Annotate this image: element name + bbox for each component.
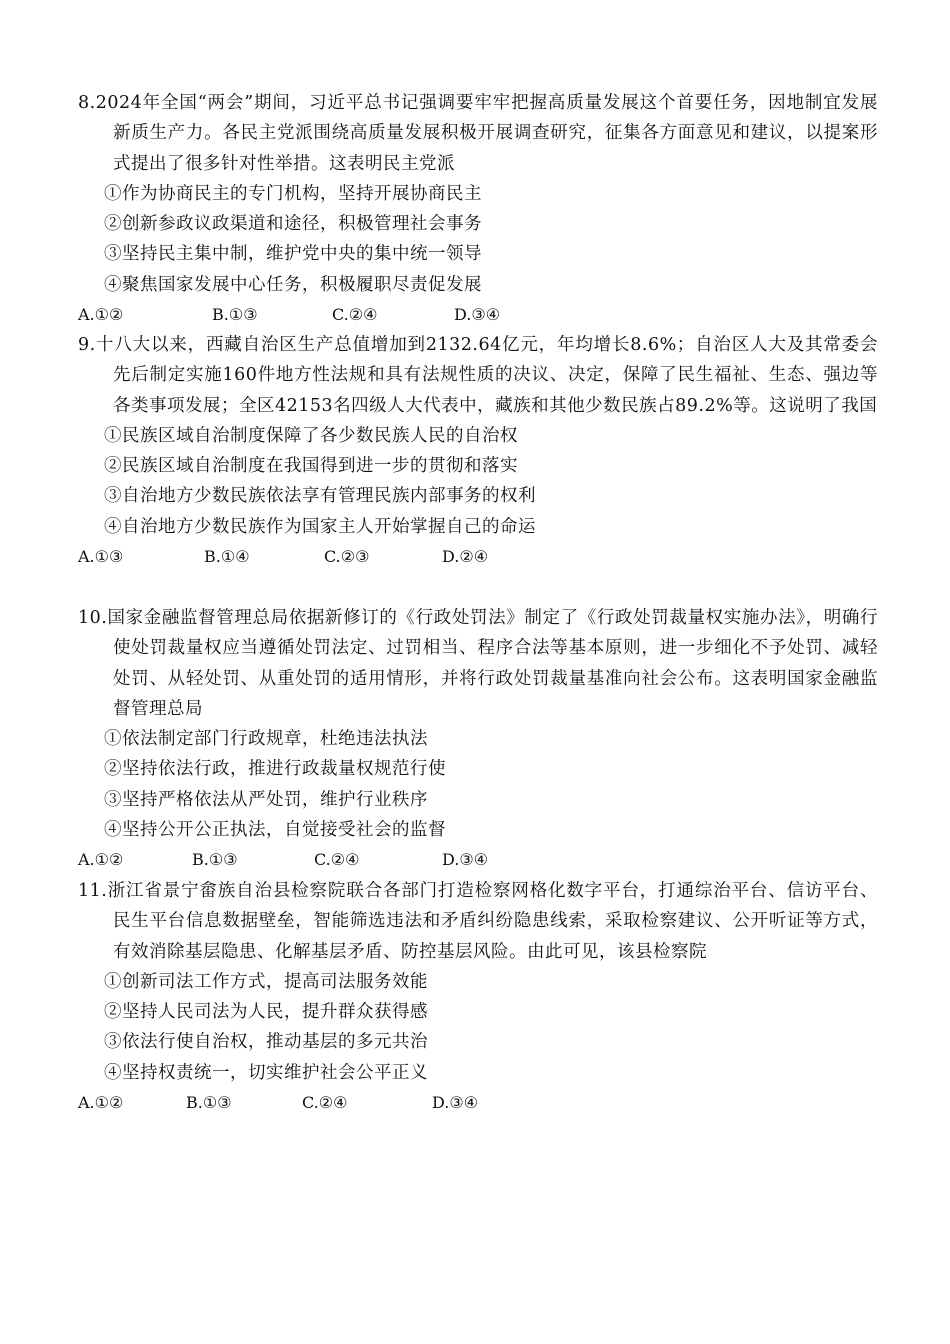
option-2: ②坚持人民司法为人民，提升群众获得感 xyxy=(104,1002,428,1023)
answer-b: B.①③ xyxy=(212,305,258,325)
answer-d: D.③④ xyxy=(442,850,489,870)
answer-choices xyxy=(78,300,878,330)
option-4: ④坚持公开公正执法，自觉接受社会的监督 xyxy=(104,820,446,841)
answer-b: B.①④ xyxy=(204,547,250,567)
answer-a: A.①② xyxy=(78,850,124,870)
question-stem xyxy=(78,330,878,421)
question-text: 十八大以来，西藏自治区生产总值增加到2132.64亿元，年均增长8.6%；自治区人大及其常委会先后制定实施160件地方性法规和具有法规性质的决议、决定，保障了民生福祉、生态、强边等各类事项发展；全区42153名四级人大代表中，藏族和其他少数民族占89.2%等。这说明了我国 xyxy=(95,335,878,416)
question-text: 国家金融监督管理总局依据新修订的《行政处罚法》制定了《行政处罚裁量权实施办法》，明确行使处罚裁量权应当遵循处罚法定、过罚相当、程序合法等基本原则，进一步细化不予处罚、减轻处罚、从轻处罚、从重处罚的适用情形，并将行政处罚裁量基准向社会公布。这表明国家金融监督管理总局 xyxy=(107,608,878,719)
question-text: 浙江省景宁畲族自治县检察院联合各部门打造检察网格化数字平台，打通综治平台、信访平台、民生平台信息数据壁垒，智能筛选违法和矛盾纠纷隐患线索，采取检察建议、公开听证等方式，有效消除基层隐患、化解基层矛盾、防控基层风险。由此可见，该县检察院 xyxy=(107,881,878,962)
answer-b: B.①③ xyxy=(192,850,238,870)
answer-choices xyxy=(78,1088,878,1118)
question-text: 2024年全国“两会”期间，习近平总书记强调要牢牢把握高质量发展这个首要任务，因地制宜发展新质生产力。各民主党派围绕高质量发展积极开展调查研究，征集各方面意见和建议，以提案形式提出了很多针对性举措。这表明民主党派 xyxy=(95,93,878,174)
answer-a: A.①② xyxy=(78,305,124,325)
answer-a: A.①③ xyxy=(78,547,124,567)
option-1: ①依法制定部门行政规章，杜绝违法执法 xyxy=(104,729,428,750)
question-10 xyxy=(78,603,878,876)
question-stem xyxy=(78,603,878,724)
option-2: ②创新参政议政渠道和途径，积极管理社会事务 xyxy=(104,214,482,235)
option-4: ④聚焦国家发展中心任务，积极履职尽责促发展 xyxy=(104,274,482,295)
question-stem xyxy=(78,876,878,967)
answer-choices xyxy=(78,542,878,572)
option-1: ①创新司法工作方式，提高司法服务效能 xyxy=(104,971,428,992)
answer-c: C.②③ xyxy=(324,547,370,567)
option-1: ①作为协商民主的专门机构，坚持开展协商民主 xyxy=(104,183,482,204)
option-3: ③坚持民主集中制，维护党中央的集中统一领导 xyxy=(104,244,482,265)
answer-b: B.①③ xyxy=(186,1093,232,1113)
answer-c: C.②④ xyxy=(314,850,360,870)
answer-choices xyxy=(78,845,878,875)
answer-a: A.①② xyxy=(78,1093,124,1113)
option-3: ③依法行使自治权，推动基层的多元共治 xyxy=(104,1032,428,1053)
answer-d: D.②④ xyxy=(442,547,489,567)
option-3: ③坚持严格依法从严处罚，维护行业秩序 xyxy=(104,789,428,810)
answer-d: D.③④ xyxy=(432,1093,479,1113)
option-4: ④坚持权责统一，切实维护社会公平正义 xyxy=(104,1062,428,1083)
question-8 xyxy=(78,88,878,330)
question-11 xyxy=(78,876,878,1118)
answer-c: C.②④ xyxy=(332,305,378,325)
option-2: ②民族区域自治制度在我国得到进一步的贯彻和落实 xyxy=(104,456,518,477)
question-number: 9. xyxy=(78,335,96,355)
option-2: ②坚持依法行政，推进行政裁量权规范行使 xyxy=(104,759,446,780)
question-9 xyxy=(78,330,878,572)
question-number: 10. xyxy=(78,608,108,628)
question-number: 8. xyxy=(78,93,96,113)
option-3: ③自治地方少数民族依法享有管理民族内部事务的权利 xyxy=(104,486,536,507)
answer-d: D.③④ xyxy=(454,305,501,325)
question-number: 11. xyxy=(78,881,108,901)
option-1: ①民族区域自治制度保障了各少数民族人民的自治权 xyxy=(104,425,518,446)
question-stem xyxy=(78,88,878,179)
option-4: ④自治地方少数民族作为国家主人开始掌握自己的命运 xyxy=(104,516,536,537)
answer-c: C.②④ xyxy=(302,1093,348,1113)
